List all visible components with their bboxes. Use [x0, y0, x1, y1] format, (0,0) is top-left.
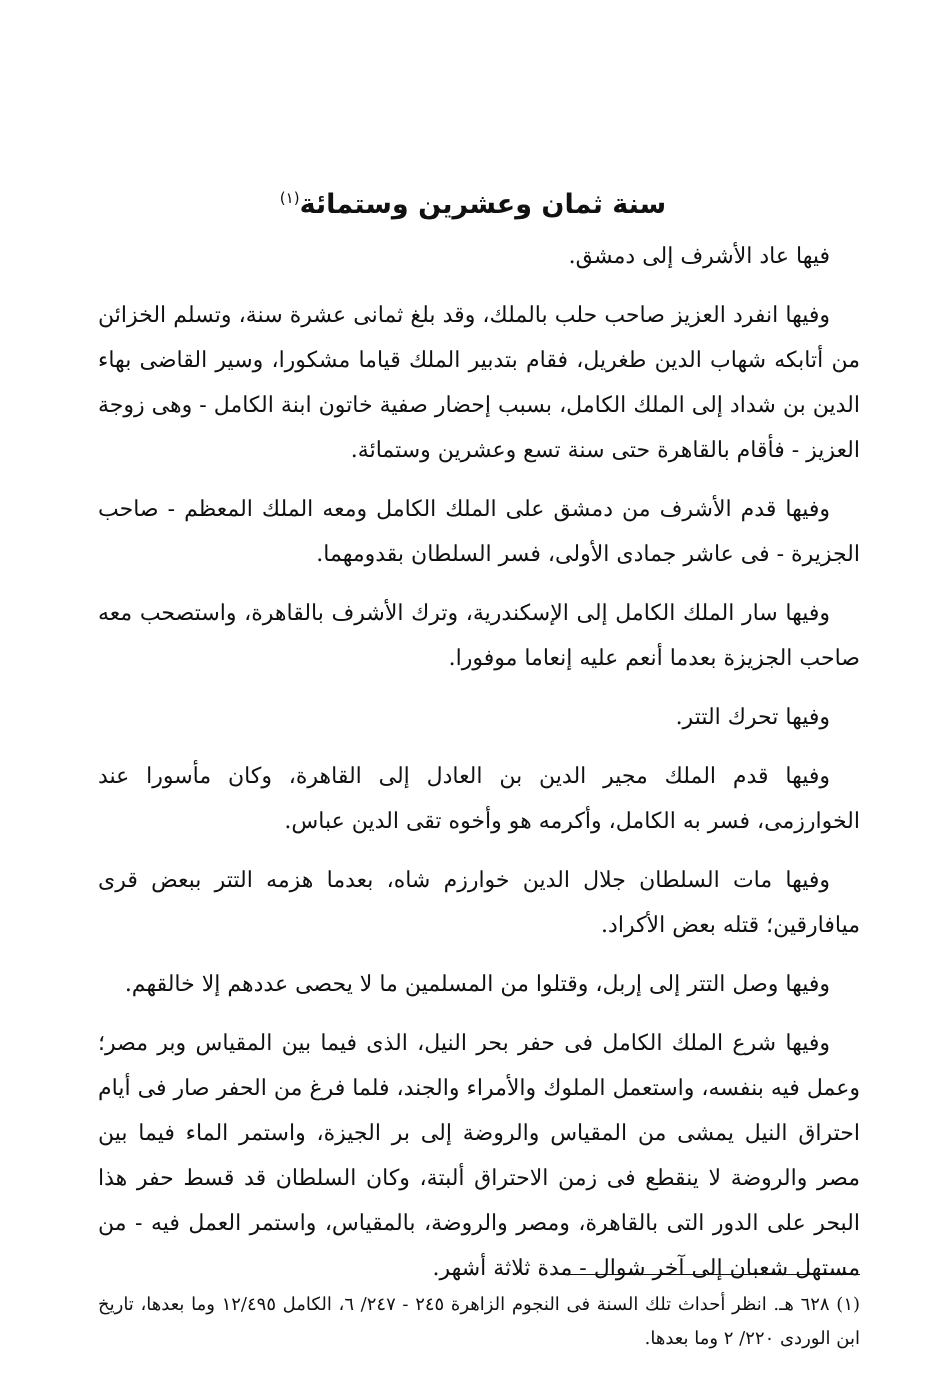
paragraph: وفيها تحرك التتر.: [675, 705, 830, 730]
paragraph: وفيها قدم الملك مجير الدين بن العادل إلى القاهرة، وكان مأسورا عند الخوارزمى، فسر به الكامل، وأكرمه هو وأخوه تقى الدين عباس.: [98, 764, 860, 834]
paragraph: وفيها مات السلطان جلال الدين خوارزم شاه، بعدما هزمه التتر ببعض قرى ميافارقين؛ قتله بعض الأكراد.: [98, 868, 860, 938]
chapter-title: [0, 178, 946, 225]
paragraph: وفيها انفرد العزيز صاحب حلب بالملك، وقد بلغ ثمانى عشرة سنة، وتسلم الخزائن من أتابكه شهاب الدين طغريل، فقام بتدبير الملك قياما مشكورا، وسير القاضى بهاء الدين بن شداد إلى الملك الكامل، بسبب إحضار صفية خاتون ابنة الكامل - وهى زوجة العزيز - فأقام بالقاهرة حتى سنة تسع وعشرين وستمائة.: [98, 303, 860, 463]
paragraph: وفيها قدم الأشرف من دمشق على الملك الكامل ومعه الملك المعظم - صاحب الجزيرة - فى عاشر جمادى الأولى، فسر السلطان بقدومهما.: [98, 497, 860, 567]
paragraph: وفيها وصل التتر إلى إربل، وقتلوا من المسلمين ما لا يحصى عددهم إلا خالقهم.: [124, 972, 830, 997]
paragraph: وفيها شرع الملك الكامل فى حفر بحر النيل، الذى فيما بين المقياس وبر مصر؛ وعمل فيه بنفسه، واستعمل الملوك والأمراء والجند، فلما فرغ من الحفر صار فى أيام احتراق النيل يمشى من المقياس والروضة إلى بر الجيزة، واستمر الماء فيما بين مصر والروضة لا ينقطع فى زمن الاحتراق ألبتة، وكان السلطان قد قسط حفر هذا البحر على الدور التى بالقاهرة، ومصر والروضة، بالمقياس، واستمر العمل فيه - من مستهل شعبان إلى آخر شوال - مدة ثلاثة أشهر.: [98, 1031, 860, 1281]
footnote: (١) ٦٢٨ هـ. انظر أحداث تلك السنة فى النجوم الزاهرة ٢٤٥ - ٢٤٧/ ٦، الكامل ١٢/٤٩٥ وما بعدها، تاريخ ابن الوردى ٢٢٠/ ٢ وما بعدها.: [98, 1294, 861, 1349]
chapter-title-text: سنة ثمان وعشرين وستمائة: [299, 189, 667, 220]
paragraph: فيها عاد الأشرف إلى دمشق.: [568, 244, 830, 269]
footnote-divider: [560, 1274, 860, 1275]
footnote-marker: (١): [279, 189, 300, 207]
main-text: [98, 234, 860, 1305]
paragraph: وفيها سار الملك الكامل إلى الإسكندرية، وترك الأشرف بالقاهرة، واستصحب معه صاحب الجزيزة بعدما أنعم عليه إنعاما موفورا.: [98, 601, 860, 671]
